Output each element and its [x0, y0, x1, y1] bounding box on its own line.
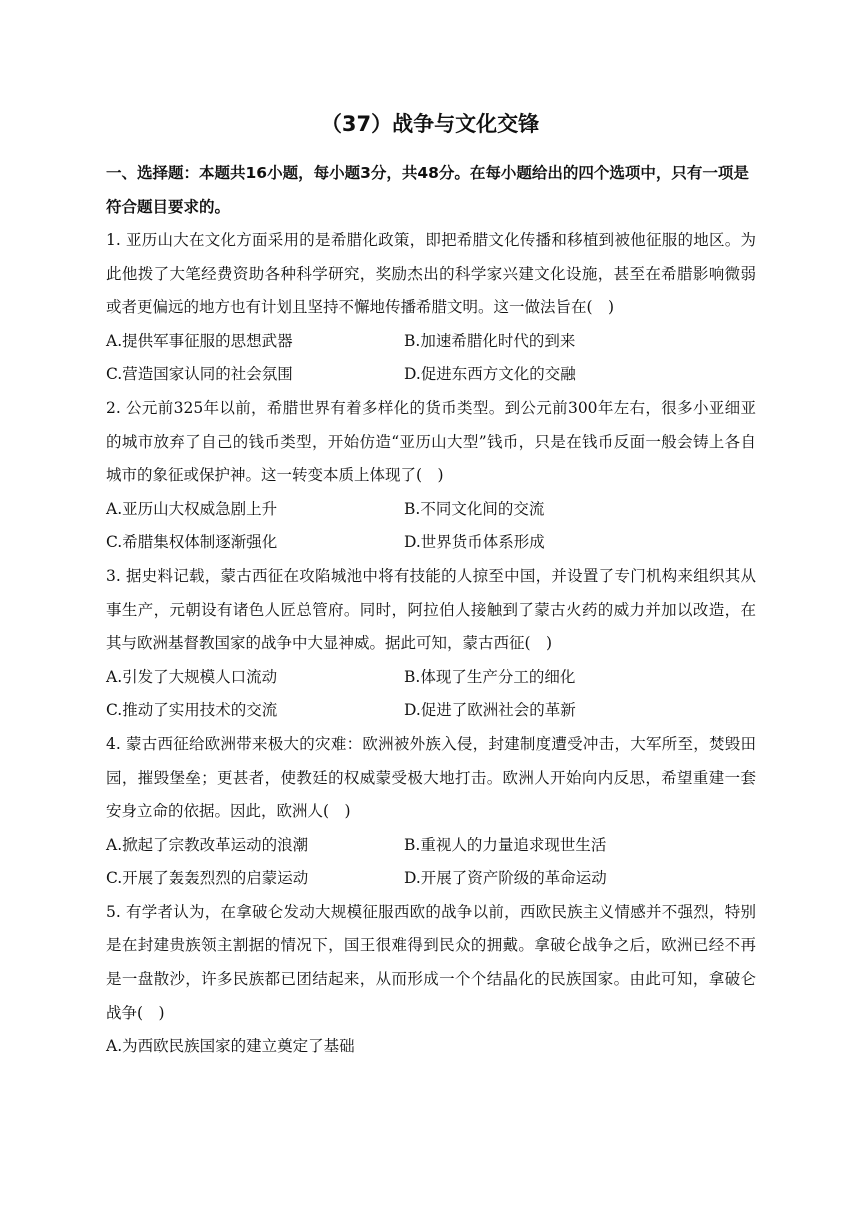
option-a: A.为西欧民族国家的建立奠定了基础 — [106, 1037, 355, 1056]
question-stem: 5. 有学者认为，在拿破仑发动大规模征服西欧的战争以前，西欧民族主义情感并不强烈，特别是在封建贵族领主割据的情况下，国王很难得到民众的拥戴。拿破仑战争之后，欧洲已经不再是一盘散沙，许多民族都已团结起来，从而形成一个个结晶化的民族国家。由此可知，拿破仑战争( ) — [106, 902, 756, 1022]
question-1 — [106, 224, 756, 392]
document-title: （37）战争与文化交锋 — [320, 112, 540, 136]
option-grid — [106, 493, 756, 560]
option-grid — [106, 1030, 756, 1064]
option-a: A.亚历山大权威急剧上升 — [106, 499, 278, 518]
question-3 — [106, 560, 756, 728]
option-grid — [106, 661, 756, 728]
option-b: B.重视人的力量追求现世生活 — [404, 835, 607, 854]
question-stem: 3. 据史料记载，蒙古西征在攻陷城池中将有技能的人掠至中国，并设置了专门机构来组织其从事生产，元朝设有诸色人匠总管府。同时，阿拉伯人接触到了蒙古火药的威力并加以改造，在其与欧洲基督教国家的战争中大显神威。据此可知，蒙古西征( ) — [106, 566, 756, 653]
option-c: C.开展了轰轰烈烈的启蒙运动 — [106, 869, 309, 888]
question-2 — [106, 392, 756, 560]
question-list — [106, 224, 756, 1064]
section-heading: 一、选择题：本题共16小题，每小题3分，共48分。在每小题给出的四个选项中，只有一项是符合题目要求的。 — [106, 164, 749, 216]
option-a: A.掀起了宗教改革运动的浪潮 — [106, 835, 309, 854]
option-d: D.开展了资产阶级的革命运动 — [404, 869, 607, 888]
question-stem: 4. 蒙古西征给欧洲带来极大的灾难：欧洲被外族入侵，封建制度遭受冲击，大军所至，焚毁田园，摧毁堡垒；更甚者，使教廷的权威蒙受极大地打击。欧洲人开始向内反思，希望重建一套安身立命的依据。因此，欧洲人( ) — [106, 734, 756, 821]
option-d: D.世界货币体系形成 — [404, 533, 545, 552]
option-d: D.促进东西方文化的交融 — [404, 365, 576, 384]
option-grid — [106, 325, 756, 392]
option-d: D.促进了欧洲社会的革新 — [404, 701, 576, 720]
option-c: C.希腊集权体制逐渐强化 — [106, 533, 278, 552]
question-5 — [106, 896, 756, 1064]
question-stem: 1. 亚历山大在文化方面采用的是希腊化政策，即把希腊文化传播和移植到被他征服的地区。为此他拨了大笔经费资助各种科学研究，奖励杰出的科学家兴建文化设施，甚至在希腊影响微弱或者更偏远的地方也有计划且坚持不懈地传播希腊文明。这一做法旨在( ) — [106, 231, 756, 317]
option-a: A.引发了大规模人口流动 — [106, 667, 278, 686]
option-c: C.推动了实用技术的交流 — [106, 701, 278, 720]
question-stem: 2. 公元前325年以前，希腊世界有着多样化的货币类型。到公元前300年左右，很多小亚细亚的城市放弃了自己的钱币类型，开始仿造“亚历山大型”钱币，只是在钱币反面一般会铸上各自城市的象征或保护神。这一转变本质上体现了( ) — [106, 398, 756, 485]
question-4 — [106, 728, 756, 896]
option-b: B.体现了生产分工的细化 — [404, 667, 576, 686]
option-b: B.加速希腊化时代的到来 — [404, 331, 576, 350]
option-a: A.提供军事征服的思想武器 — [106, 331, 293, 350]
option-b: B.不同文化间的交流 — [404, 499, 545, 518]
option-c: C.营造国家认同的社会氛围 — [106, 365, 293, 384]
option-grid — [106, 829, 756, 896]
